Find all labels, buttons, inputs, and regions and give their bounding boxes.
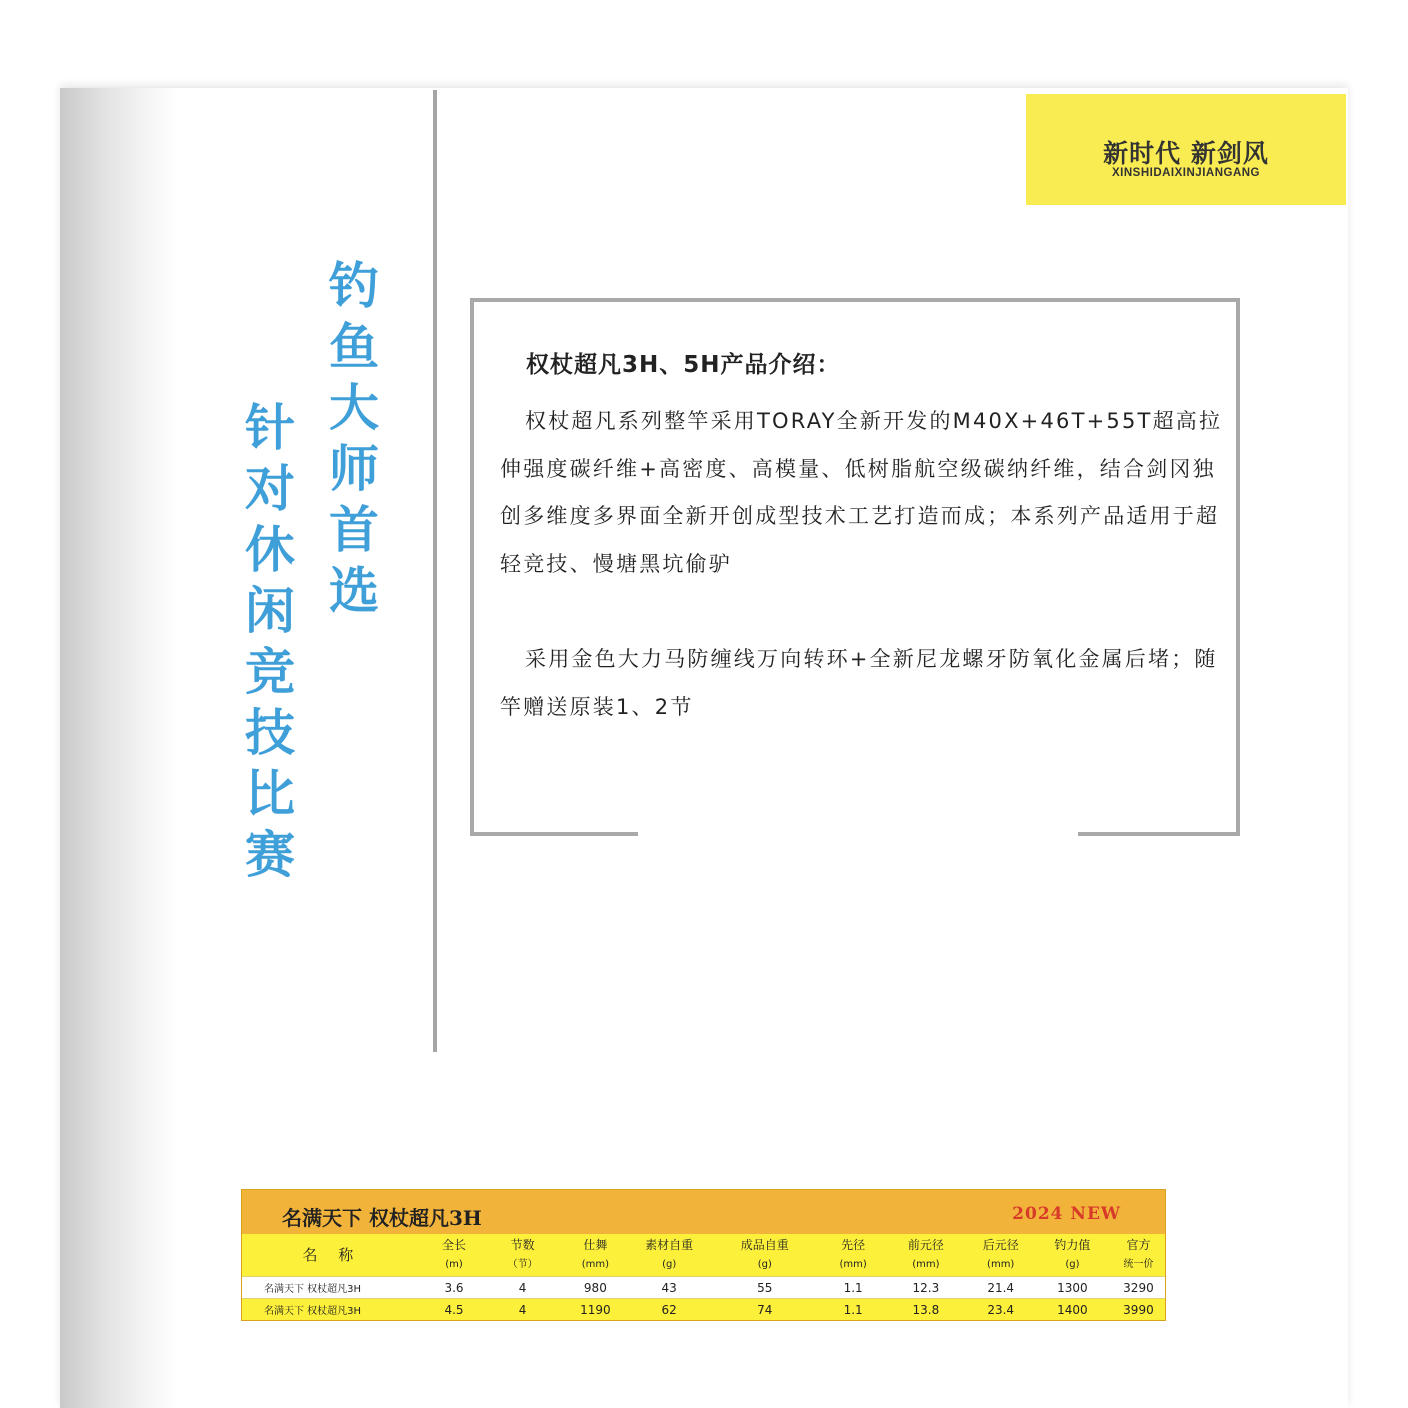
product-intro-box bbox=[470, 298, 1240, 836]
cell-finished-weight: 55 bbox=[707, 1277, 823, 1299]
cell-name: 名满天下 权杖超凡3H bbox=[242, 1299, 422, 1321]
slogan-master-choice bbox=[324, 256, 384, 622]
table-row bbox=[242, 1299, 1165, 1321]
cell-length: 3.6 bbox=[422, 1277, 486, 1299]
cell-blank-weight: 43 bbox=[632, 1277, 707, 1299]
brand-badge bbox=[1026, 94, 1346, 205]
slogan-char: 休 bbox=[245, 521, 295, 579]
col-header-name: 名 称 bbox=[242, 1234, 422, 1277]
cell-name: 名满天下 权杖超凡3H bbox=[242, 1277, 422, 1299]
col-header-finished-weight: 成品自重 (g) bbox=[707, 1234, 823, 1277]
cell-closed-length: 1190 bbox=[559, 1299, 632, 1321]
slogan-char: 闲 bbox=[245, 582, 295, 640]
col-header-power: 钓力值 (g) bbox=[1033, 1234, 1112, 1277]
cell-sections: 4 bbox=[486, 1299, 559, 1321]
intro-box-bottom-border-right bbox=[1078, 832, 1238, 836]
spec-table-header bbox=[242, 1190, 1165, 1234]
cell-power: 1400 bbox=[1033, 1299, 1112, 1321]
vertical-divider bbox=[433, 90, 437, 1052]
cell-length: 4.5 bbox=[422, 1299, 486, 1321]
cell-tip-diameter: 1.1 bbox=[823, 1299, 883, 1321]
new-2024-tag: 2024 NEW bbox=[1012, 1204, 1121, 1224]
slogan-char: 选 bbox=[329, 562, 379, 620]
cell-power: 1300 bbox=[1033, 1277, 1112, 1299]
col-header-closed-length: 仕舞 (mm) bbox=[559, 1234, 632, 1277]
intro-paragraph-accessories: 采用金色大力马防缠线万向转环+全新尼龙螺牙防氧化金属后堵；随竿赠送原装1、2节 bbox=[500, 647, 1218, 719]
slogan-char: 首 bbox=[329, 501, 379, 559]
slogan-char: 针 bbox=[245, 399, 295, 457]
cell-closed-length: 980 bbox=[559, 1277, 632, 1299]
cell-price: 3990 bbox=[1112, 1299, 1165, 1321]
slogan-char: 比 bbox=[245, 765, 295, 823]
col-header-rear-diameter: 后元径 (mm) bbox=[968, 1234, 1032, 1277]
cell-front-diameter: 13.8 bbox=[883, 1299, 968, 1321]
intro-box-bottom-border-left bbox=[470, 832, 638, 836]
page-spine-shadow bbox=[60, 88, 180, 1408]
badge-title: 新时代 新剑风 bbox=[1103, 139, 1269, 168]
intro-paragraph-materials: 权杖超凡系列整竿采用TORAY全新开发的M40X+46T+55T超高拉伸强度碳纤维+高密度、高模量、低树脂航空级碳纳纤维，结合剑冈独创多维度多界面全新开创成型技术工艺打造而成；本系列产品适用于超轻竞技、慢塘黑坑偷驴 bbox=[500, 409, 1223, 576]
column-header-row bbox=[242, 1234, 1165, 1277]
col-header-tip-diameter: 先径 (mm) bbox=[823, 1234, 883, 1277]
spec-grid bbox=[242, 1234, 1165, 1320]
cell-price: 3290 bbox=[1112, 1277, 1165, 1299]
cell-sections: 4 bbox=[486, 1277, 559, 1299]
col-header-blank-weight: 素材自重 (g) bbox=[632, 1234, 707, 1277]
cell-rear-diameter: 23.4 bbox=[968, 1299, 1032, 1321]
slogan-char: 大 bbox=[329, 379, 379, 437]
slogan-char: 师 bbox=[329, 440, 379, 498]
slogan-char: 技 bbox=[245, 704, 295, 762]
col-header-sections: 节数 （节） bbox=[486, 1234, 559, 1277]
slogan-char: 鱼 bbox=[329, 318, 379, 376]
slogan-competition bbox=[240, 398, 300, 886]
slogan-char: 竞 bbox=[245, 643, 295, 701]
slogan-char: 钓 bbox=[329, 257, 379, 315]
intro-title: 权杖超凡3H、5H产品介绍： bbox=[526, 352, 841, 378]
badge-subtitle: XINSHIDAIXINJIANGANG bbox=[1111, 167, 1261, 179]
cell-rear-diameter: 21.4 bbox=[968, 1277, 1032, 1299]
table-row bbox=[242, 1277, 1165, 1299]
slogan-char: 赛 bbox=[245, 826, 295, 884]
spec-table-title: 名满天下 权杖超凡3H bbox=[282, 1206, 482, 1230]
col-header-price: 官方 统一价 bbox=[1112, 1234, 1165, 1277]
cell-front-diameter: 12.3 bbox=[883, 1277, 968, 1299]
cell-finished-weight: 74 bbox=[707, 1299, 823, 1321]
spec-table bbox=[241, 1189, 1166, 1321]
col-header-length: 全长 (m) bbox=[422, 1234, 486, 1277]
cell-tip-diameter: 1.1 bbox=[823, 1277, 883, 1299]
col-header-front-diameter: 前元径 (mm) bbox=[883, 1234, 968, 1277]
slogan-char: 对 bbox=[245, 460, 295, 518]
cell-blank-weight: 62 bbox=[632, 1299, 707, 1321]
